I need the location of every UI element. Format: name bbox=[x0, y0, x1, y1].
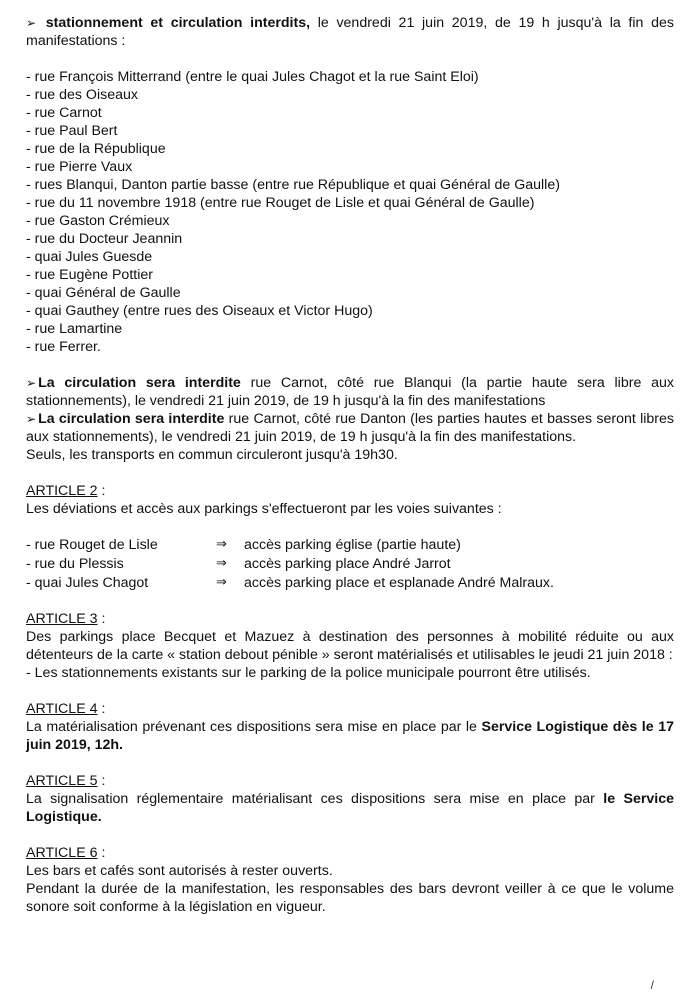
article-4-title: ARTICLE 4 bbox=[26, 701, 98, 717]
detour-street: - rue Rouget de Lisle bbox=[26, 537, 158, 553]
section1-lead bbox=[26, 14, 674, 50]
detour-street: - rue du Plessis bbox=[26, 556, 124, 572]
arrow-bullet-icon: ➢ bbox=[26, 412, 37, 426]
arrow-bullet-icon: ➢ bbox=[26, 376, 37, 390]
article-6-heading: ARTICLE 6 : bbox=[26, 845, 106, 861]
detour-access: accès parking place et esplanade André Malraux. bbox=[244, 575, 554, 591]
article-5-bold: le Service Logistique. bbox=[26, 791, 674, 825]
street-list-item: - rue des Oiseaux bbox=[26, 87, 138, 103]
street-list-item: - rue de la République bbox=[26, 141, 166, 157]
section1-lead-rest: le vendredi 21 juin 2019, de 19 h jusqu'à la fin des manifestations : bbox=[26, 15, 674, 49]
circulation-paragraph-1 bbox=[26, 374, 674, 410]
article-2-intro: Les déviations et accès aux parkings s'effectueront par les voies suivantes : bbox=[26, 501, 502, 517]
street-list-item: - rue Paul Bert bbox=[26, 123, 118, 139]
detour-access: accès parking église (partie haute) bbox=[244, 537, 461, 553]
section1-lead-bold: stationnement et circulation interdits, bbox=[45, 15, 311, 31]
street-list-item: - quai Jules Guesde bbox=[26, 249, 153, 265]
street-list-item: - rues Blanqui, Danton partie basse (entre rue République et quai Général de Gaulle) bbox=[26, 177, 560, 193]
page-mark: / bbox=[650, 978, 654, 992]
implies-arrow-icon: ⇒ bbox=[216, 556, 227, 571]
street-list-item: - rue Ferrer. bbox=[26, 339, 101, 355]
article-5-title: ARTICLE 5 bbox=[26, 773, 98, 789]
implies-arrow-icon: ⇒ bbox=[216, 537, 227, 552]
circulation-2-bold: La circulation sera interdite bbox=[38, 411, 225, 427]
circulation-2-text: rue Carnot, côté rue Danton (les parties hautes et basses seront libres aux stationnements), le vendredi 21 juin 2019, de 19 h jusqu'à la fin des manifestations. bbox=[26, 411, 674, 445]
article-5-text: La signalisation réglementaire matérialisant ces dispositions sera mise en place par le Service Logistique. bbox=[26, 791, 674, 825]
street-list-item: - rue du Docteur Jeannin bbox=[26, 231, 183, 247]
article-6-title: ARTICLE 6 bbox=[26, 845, 98, 861]
circulation-1-bold: La circulation sera interdite bbox=[38, 375, 241, 391]
street-list-item: - rue Lamartine bbox=[26, 321, 123, 337]
article-2-heading: ARTICLE 2 : bbox=[26, 483, 106, 499]
arrow-bullet-icon: ➢ bbox=[26, 16, 37, 30]
street-list-item: - rue François Mitterrand (entre le quai Jules Chagot et la rue Saint Eloi) bbox=[26, 69, 479, 85]
street-list-item: - quai Gauthey (entre rues des Oiseaux et Victor Hugo) bbox=[26, 303, 373, 319]
article-6-text-1: Les bars et cafés sont autorisés à rester ouverts. bbox=[26, 863, 333, 879]
detour-street: - quai Jules Chagot bbox=[26, 575, 149, 591]
street-list-item: - rue Carnot bbox=[26, 105, 102, 121]
document-page bbox=[26, 14, 674, 916]
article-5-heading: ARTICLE 5 : bbox=[26, 773, 106, 789]
detour-table bbox=[26, 536, 674, 592]
street-list-item: - rue du 11 novembre 1918 (entre rue Rouget de Lisle et quai Général de Gaulle) bbox=[26, 195, 535, 211]
detour-access: accès parking place André Jarrot bbox=[244, 556, 451, 572]
article-3-heading: ARTICLE 3 : bbox=[26, 611, 106, 627]
article-2-title: ARTICLE 2 bbox=[26, 483, 98, 499]
article-3-title: ARTICLE 3 bbox=[26, 611, 98, 627]
circulation-paragraph-2 bbox=[26, 410, 674, 446]
circulation-1-text: rue Carnot, côté rue Blanqui (la partie haute sera libre aux stationnements), le vendredi 21 juin 2019, de 19 h jusqu'à la fin des manifestations bbox=[26, 375, 674, 409]
article-4-bold: Service Logistique dès le 17 juin 2019, 12h. bbox=[26, 719, 674, 753]
street-list-item: - rue Pierre Vaux bbox=[26, 159, 133, 175]
street-list bbox=[26, 68, 674, 356]
street-list-item: - quai Général de Gaulle bbox=[26, 285, 181, 301]
article-3-bullet: - Les stationnements existants sur le parking de la police municipale pourront être utilisés. bbox=[26, 665, 591, 681]
article-4-heading: ARTICLE 4 : bbox=[26, 701, 106, 717]
street-list-item: - rue Gaston Crémieux bbox=[26, 213, 170, 229]
article-6-text-2: Pendant la durée de la manifestation, les responsables des bars devront veiller à ce que le volume sonore soit conforme à la législation en vigueur. bbox=[26, 881, 674, 915]
article-3-text: Des parkings place Becquet et Mazuez à destination des personnes à mobilité réduite ou aux détenteurs de la carte « station debout pénible » seront matérialisés et utilisables le jeudi 21 juin 2018 : bbox=[26, 629, 674, 663]
implies-arrow-icon: ⇒ bbox=[216, 575, 227, 590]
street-list-item: - rue Eugène Pottier bbox=[26, 267, 153, 283]
transport-note: Seuls, les transports en commun circuleront jusqu'à 19h30. bbox=[26, 447, 398, 463]
article-4-text: La matérialisation prévenant ces dispositions sera mise en place par le Service Logistique dès le 17 juin 2019, 12h. bbox=[26, 719, 674, 753]
